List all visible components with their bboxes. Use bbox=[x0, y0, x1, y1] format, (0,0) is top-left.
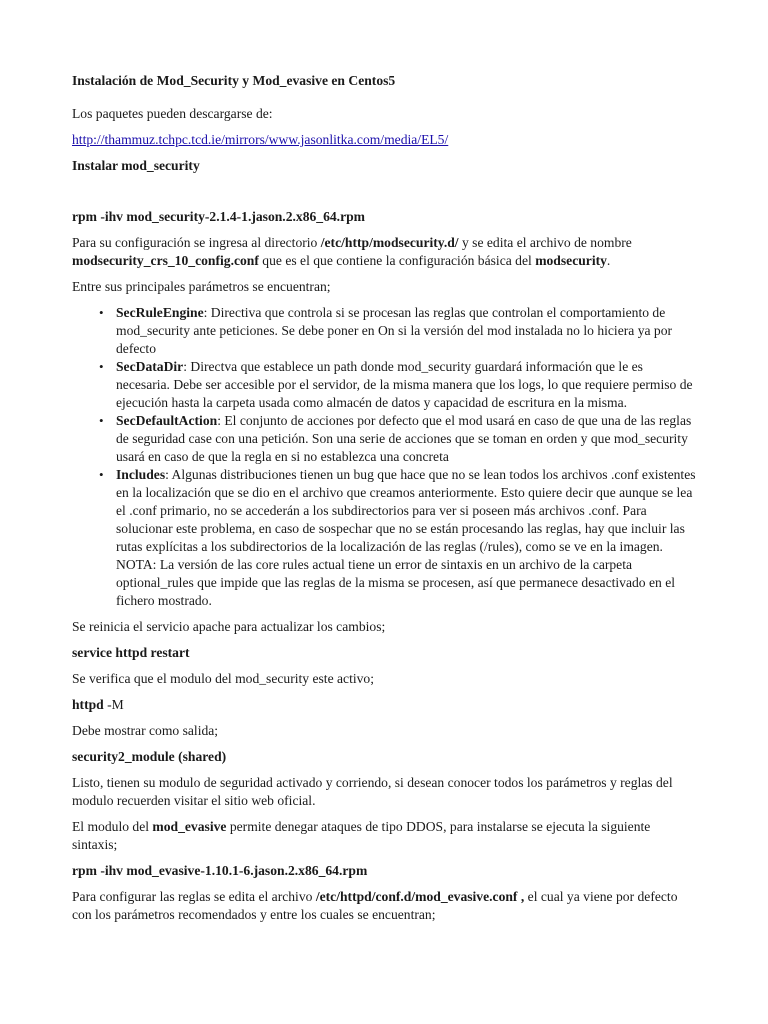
verify-command-bold: httpd bbox=[72, 697, 104, 712]
evasive-paragraph bbox=[72, 818, 698, 854]
param-name: SecDefaultAction bbox=[116, 413, 218, 428]
verify-command bbox=[72, 696, 698, 714]
bullet-icon: • bbox=[99, 359, 104, 374]
evasive-text-1: El modulo del bbox=[72, 819, 153, 834]
output-intro: Debe mostrar como salida; bbox=[72, 723, 219, 738]
list-item bbox=[99, 358, 698, 412]
rpm-modsecurity-command: rpm -ihv mod_security-2.1.4-1.jason.2.x86_64.rpm bbox=[72, 209, 366, 224]
config-paragraph bbox=[72, 234, 698, 270]
download-link[interactable]: http://thammuz.tchpc.tcd.ie/mirrors/www.jasonlitka.com/media/EL5/ bbox=[72, 132, 449, 147]
list-item bbox=[99, 304, 698, 358]
evasive-config-paragraph bbox=[72, 888, 698, 924]
restart-intro: Se reinicia el servicio apache para actualizar los cambios; bbox=[72, 619, 386, 634]
bullet-icon: • bbox=[99, 305, 104, 320]
config-text-3: que es el que contiene la configuración básica del bbox=[258, 253, 536, 268]
output-value: security2_module (shared) bbox=[72, 749, 227, 764]
param-desc: : El conjunto de acciones por defecto que el mod usará en caso de que una de las reglas de seguridad case con una petición. Son una serie de acciones que se toman en orden y que mod_security usará en caso de que la regla en si no establezca una concreta bbox=[116, 413, 692, 464]
bullet-icon: • bbox=[99, 413, 104, 428]
list-item bbox=[99, 466, 698, 610]
done-paragraph: Listo, tienen su modulo de seguridad activado y corriendo, si desean conocer todos los parámetros y reglas del modulo recuerden visitar el sitio web oficial. bbox=[72, 775, 673, 808]
evasive-module: mod_evasive bbox=[152, 819, 227, 834]
config-text-4: . bbox=[606, 253, 611, 268]
list-item bbox=[99, 412, 698, 466]
download-intro: Los paquetes pueden descargarse de: bbox=[72, 106, 273, 121]
rpm-evasive-command: rpm -ihv mod_evasive-1.10.1-6.jason.2.x86_64.rpm bbox=[72, 863, 368, 878]
params-intro: Entre sus principales parámetros se encuentran; bbox=[72, 279, 331, 294]
param-name: Includes bbox=[116, 467, 166, 482]
params-list bbox=[72, 304, 698, 610]
verify-intro: Se verifica que el modulo del mod_security este activo; bbox=[72, 671, 374, 686]
config-directory: /etc/http/modsecurity.d/ bbox=[320, 235, 459, 250]
config-filename: modsecurity_crs_10_config.conf bbox=[72, 253, 259, 268]
param-desc: : Algunas distribuciones tienen un bug que hace que no se lean todos los archivos .conf existentes en la localización que se dio en el archivo que creamos anteriormente. Esto quiere decir que aunque se lea el .conf primario, no se accederán a los subdirectorios para ver si poseen más archivos .conf. Para solucionar este problema, en caso de sospechar que no se están procesando las reglas, hay que incluir las rutas explícitas a los subdirectorios de la localización de las reglas (/rules), como se ve en la imagen. NOTA: La versión de las core rules actual tiene un error de sintaxis en un archivo de la carpeta optional_rules que impide que las reglas de la misma se procesen, así que permanece desactivado en el fichero mostrado. bbox=[116, 467, 696, 608]
evasive-config-text-1: Para configurar las reglas se edita el archivo bbox=[72, 889, 316, 904]
config-module: modsecurity bbox=[535, 253, 607, 268]
param-desc: : Directva que establece un path donde mod_security guardará información que le es necesaria. Debe ser accesible por el servidor, de la misma manera que los logs, lo que requiere permiso de ejecución hasta la carpeta usada como almacén de datos y capacidad de escritura en la misma. bbox=[116, 359, 693, 410]
config-text-1: Para su configuración se ingresa al directorio bbox=[72, 235, 321, 250]
restart-command: service httpd restart bbox=[72, 645, 190, 660]
param-name: SecDataDir bbox=[116, 359, 184, 374]
config-text-2: y se edita el archivo de nombre bbox=[458, 235, 632, 250]
evasive-text-2: permite denegar ataques de tipo DDOS, para instalarse se ejecuta la siguiente sintaxis; bbox=[72, 819, 651, 852]
evasive-config-text-2: el cual ya viene por defecto con los parámetros recomendados y entre los cuales se encuentran; bbox=[72, 889, 678, 922]
download-link-line bbox=[72, 131, 698, 149]
spacer bbox=[72, 183, 698, 208]
param-name: SecRuleEngine bbox=[116, 305, 204, 320]
page-title: Instalación de Mod_Security y Mod_evasive en Centos5 bbox=[72, 73, 396, 88]
install-heading: Instalar mod_security bbox=[72, 158, 200, 173]
bullet-icon: • bbox=[99, 467, 104, 482]
evasive-config-file: /etc/httpd/conf.d/mod_evasive.conf , bbox=[315, 889, 525, 904]
param-desc: : Directiva que controla si se procesan las reglas que controlan el comportamiento de mod_security ante peticiones. Se debe poner en On si la versión del mod instalada no lo hiciera ya por defecto bbox=[116, 305, 673, 356]
verify-command-rest: -M bbox=[103, 697, 124, 712]
